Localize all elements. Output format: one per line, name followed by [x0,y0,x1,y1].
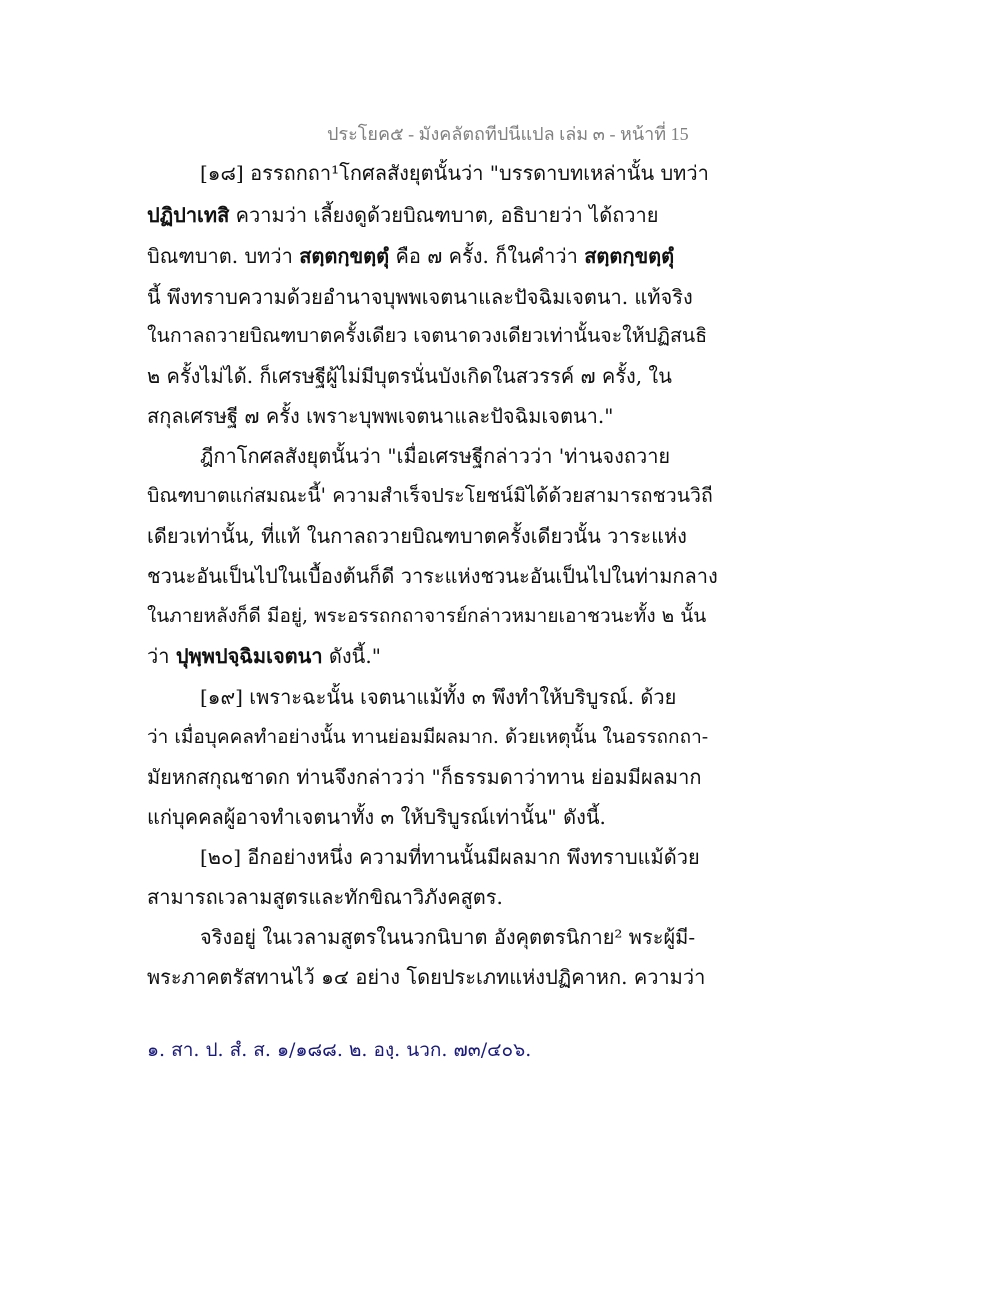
body-text: ความว่า เลี้ยงดูด้วยบิณฑบาต, อธิบายว่า ได้ถวาย [229,203,659,227]
body-line [147,195,658,235]
pali-term-bold: ปุพฺพปจฺฉิมเจตนา [175,644,323,668]
body-line: แก่บุคคลผู้อาจทำเจตนาทั้ง ๓ ให้บริบูรณ์เท่านั้น" ดังนี้. [147,805,606,829]
body-line: ๒ ครั้งไม่ได้. ก็เศรษฐีผู้ไม่มีบุตรนั่นบังเกิดในสวรรค์ ๗ ครั้ง, ใน [147,364,672,388]
footnote: ๑. สา. ป. สํ. ส. ๑/๑๘๘. ๒. องฺ. นวก. ๗๓/๔๐๖. [147,1039,532,1061]
body-line: [๒๐] อีกอย่างหนึ่ง ความที่ทานนั้นมีผลมาก พึงทราบแม้ด้วย [200,845,700,869]
body-line: สกุลเศรษฐี ๗ ครั้ง เพราะบุพพเจตนาและปัจฉิมเจตนา." [147,404,614,428]
pali-term-bold: ปฏิปาเทสิ [147,203,230,227]
body-line: ชวนะอันเป็นไปในเบื้องต้นก็ดี วาระแห่งชวนะอันเป็นไปในท่ามกลาง [147,564,718,588]
pali-term-bold: สตฺตกฺขตฺตุํ [584,244,675,268]
pali-term-bold: สตฺตกฺขตฺตุํ [299,244,390,268]
body-line: เดียวเท่านั้น, ที่แท้ ในกาลถวายบิณฑบาตครั้งเดียวนั้น วาระแห่ง [147,524,687,548]
body-line [147,236,674,276]
body-line: [๑๘] อรรถกถา¹โกศลสังยุตนั้นว่า "บรรดาบทเหล่านั้น บทว่า [200,161,709,185]
page-header: ประโยค๕ - มังคลัตถทีปนีแปล เล่ม ๓ - หน้าที่ 15 [327,124,689,144]
body-text: ว่า [147,644,176,668]
body-text: บิณฑบาต. บทว่า [147,244,300,268]
body-line: จริงอยู่ ในเวลามสูตรในนวกนิบาต อังคุตตรนิกาย² พระผู้มี- [200,925,696,949]
body-line: ฎีกาโกศลสังยุตนั้นว่า "เมื่อเศรษฐีกล่าวว่า 'ท่านจงถวาย [200,444,671,468]
body-line: นี้ พึงทราบความด้วยอำนาจบุพพเจตนาและปัจฉิมเจตนา. แท้จริง [147,285,693,309]
body-line: [๑๙] เพราะฉะนั้น เจตนาแม้ทั้ง ๓ พึงทำให้บริบูรณ์. ด้วย [200,685,677,709]
body-text: ดังนี้." [322,644,381,668]
body-line: ว่า เมื่อบุคคลทำอย่างนั้น ทานย่อมมีผลมาก. ด้วยเหตุนั้น ในอรรถกถา- [147,726,709,748]
body-line: ในกาลถวายบิณฑบาตครั้งเดียว เจตนาดวงเดียวเท่านั้นจะให้ปฏิสนธิ [147,324,708,347]
body-line: บิณฑบาตแก่สมณะนี้' ความสำเร็จประโยชน์มิได้ด้วยสามารถชวนวิถี [147,484,713,507]
body-text: คือ ๗ ครั้ง. ก็ในคำว่า [389,244,585,268]
body-line: สามารถเวลามสูตรและทักขิณาวิภังคสูตร. [147,885,503,909]
body-line: พระภาคตรัสทานไว้ ๑๔ อย่าง โดยประเภทแห่งปฏิคาหก. ความว่า [147,965,706,989]
body-line [147,636,381,676]
body-line: ในภายหลังก็ดี มีอยู่, พระอรรถกถาจารย์กล่าวหมายเอาชวนะทั้ง ๒ นั้น [147,605,707,627]
body-line: มัยหกสกุณชาดก ท่านจึงกล่าวว่า "ก็ธรรมดาว่าทาน ย่อมมีผลมาก [147,765,702,789]
